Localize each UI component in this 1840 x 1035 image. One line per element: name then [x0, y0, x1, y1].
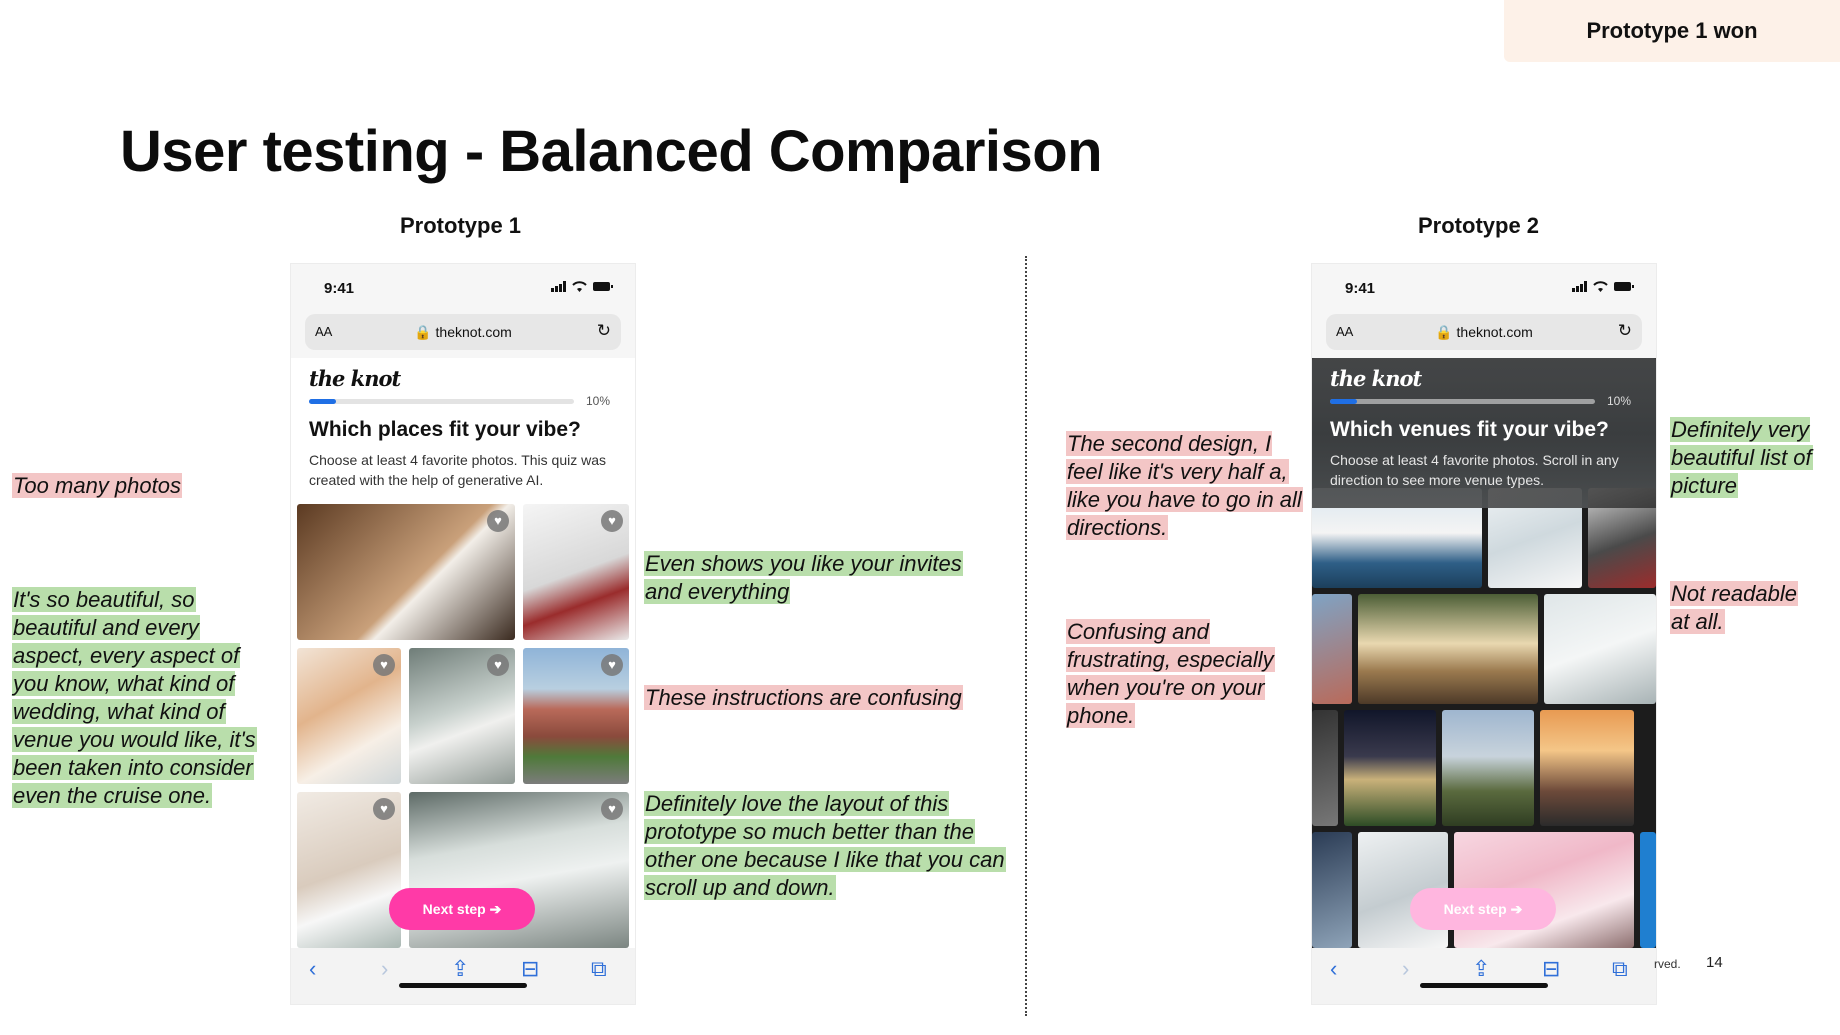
status-time: 9:41: [1345, 280, 1376, 297]
lock-icon: 🔒: [414, 324, 432, 340]
center-divider: [1025, 256, 1027, 1016]
quote-text: It's so beautiful, so beautiful and every aspect, every aspect of you know, what kind of wedding, what kind of venue you would like, it's been taken into consider even the cruise one.: [13, 587, 256, 808]
prototype-1-phone: [290, 263, 636, 1005]
venue-photo[interactable]: [1358, 594, 1538, 704]
footer-rights: rved.: [1654, 957, 1681, 971]
prototype-2-phone: [1311, 263, 1657, 1005]
quote-text: Not readable at all.: [1671, 581, 1797, 634]
venue-photo[interactable]: [297, 504, 515, 640]
the-knot-logo: the knot: [1330, 366, 1422, 391]
heart-icon[interactable]: ♥: [373, 654, 395, 676]
bookmarks-icon[interactable]: ⊟: [521, 956, 540, 981]
tabs-icon[interactable]: ⧉: [1612, 956, 1628, 981]
quote-confusing-frustrating: [1066, 618, 1302, 730]
bookmarks-icon[interactable]: ⊟: [1542, 956, 1561, 981]
quote-too-many-photos: [12, 472, 252, 500]
venue-photo[interactable]: [1312, 710, 1338, 826]
status-time: 9:41: [324, 280, 355, 297]
page-number: 14: [1706, 954, 1723, 971]
heart-icon[interactable]: ♥: [373, 798, 395, 820]
venue-photo[interactable]: [1344, 710, 1436, 826]
venue-photo[interactable]: [1442, 710, 1534, 826]
progress-fill: [1330, 399, 1357, 404]
venue-photo[interactable]: [523, 648, 629, 784]
next-step-button[interactable]: Next step ➔: [1410, 888, 1556, 930]
quote-love-layout: [644, 790, 1006, 902]
quote-not-readable: [1670, 580, 1820, 636]
quiz-progress-bar: [309, 399, 574, 404]
quiz-question: Which venues fit your vibe?: [1330, 418, 1609, 441]
url-label: theknot.com: [435, 324, 512, 340]
venue-photo[interactable]: [1640, 832, 1656, 948]
venue-photo[interactable]: [297, 792, 401, 948]
status-bar: [1312, 264, 1656, 314]
next-step-button[interactable]: Next step ➔: [389, 888, 535, 930]
browser-toolbar: [291, 948, 635, 1004]
venue-photo[interactable]: [1540, 710, 1634, 826]
quote-text: The second design, I feel like it's very half a, like you have to go in all directions.: [1067, 431, 1302, 540]
quote-second-design: [1066, 430, 1302, 542]
text-size-button[interactable]: AA: [315, 324, 333, 339]
venue-photo[interactable]: [409, 648, 515, 784]
back-icon[interactable]: ‹: [309, 956, 317, 981]
the-knot-logo: the knot: [309, 366, 401, 391]
share-icon[interactable]: ⇪: [1472, 956, 1491, 981]
status-icons: [551, 280, 613, 295]
quote-text: These instructions are confusing: [645, 685, 962, 710]
status-icons: [1572, 280, 1634, 295]
quiz-instructions: Choose at least 4 favorite photos. Scroll in any direction to see more venue types.: [1330, 452, 1619, 488]
heart-icon[interactable]: ♥: [601, 654, 623, 676]
quote-text: Definitely love the layout of this prototype so much better than the other one because I like that you can scroll up and down.: [645, 791, 1005, 900]
back-icon[interactable]: ‹: [1330, 956, 1338, 981]
battery-icon: [1614, 281, 1634, 292]
quote-so-beautiful: [12, 586, 274, 810]
reload-icon[interactable]: ↻: [596, 321, 611, 340]
venue-photo[interactable]: [523, 504, 629, 640]
venue-photo[interactable]: [1544, 594, 1656, 704]
venue-photo[interactable]: [1312, 594, 1352, 704]
heart-icon[interactable]: ♥: [601, 510, 623, 532]
page-content: [1312, 358, 1656, 948]
forward-icon[interactable]: ›: [381, 956, 389, 981]
forward-icon[interactable]: ›: [1402, 956, 1410, 981]
prototype-2-label: Prototype 2: [1418, 213, 1540, 238]
quote-text: Confusing and frustrating, especially when you're on your phone.: [1067, 619, 1274, 728]
battery-icon: [593, 281, 613, 292]
wifi-icon: [1593, 281, 1608, 292]
share-icon[interactable]: ⇪: [451, 956, 470, 981]
lock-icon: 🔒: [1435, 324, 1453, 340]
venue-photo[interactable]: [297, 648, 401, 784]
venue-photo[interactable]: [1312, 832, 1352, 948]
result-badge: Prototype 1 won: [1504, 0, 1840, 62]
quiz-question: Which places fit your vibe?: [309, 418, 581, 441]
progress-fill: [309, 399, 336, 404]
progress-percent: 10%: [1607, 394, 1632, 408]
browser-toolbar: [1312, 948, 1656, 1004]
tabs-icon[interactable]: ⧉: [591, 956, 607, 981]
signal-icon: [551, 281, 567, 292]
quiz-header-overlay: [1312, 358, 1656, 508]
heart-icon[interactable]: ♥: [487, 654, 509, 676]
prototype-1-label: Prototype 1: [400, 213, 522, 238]
reload-icon[interactable]: ↻: [1617, 321, 1632, 340]
url-label: theknot.com: [1456, 324, 1533, 340]
url-text: [1326, 324, 1642, 341]
slide-title: User testing - Balanced Comparison: [120, 119, 1103, 184]
page-content: [291, 358, 635, 948]
url-bar[interactable]: [305, 314, 621, 350]
wifi-icon: [572, 281, 587, 292]
home-indicator: [1420, 983, 1548, 988]
home-indicator: [399, 983, 527, 988]
quote-instructions-confusing: [644, 684, 1004, 712]
quote-text: Definitely very beautiful list of picture: [1671, 417, 1812, 498]
status-bar: [291, 264, 635, 314]
quote-text: Too many photos: [13, 473, 181, 498]
quote-beautiful-list: [1670, 416, 1836, 500]
heart-icon[interactable]: ♥: [487, 510, 509, 532]
quote-invites: [644, 550, 984, 606]
url-bar[interactable]: [1326, 314, 1642, 350]
text-size-button[interactable]: AA: [1336, 324, 1354, 339]
quote-text: Even shows you like your invites and everything: [645, 551, 962, 604]
quiz-progress-bar: [1330, 399, 1595, 404]
url-text: [305, 324, 621, 341]
progress-percent: 10%: [586, 394, 611, 408]
quiz-instructions: Choose at least 4 favorite photos. This quiz was created with the help of generative AI.: [309, 452, 607, 488]
signal-icon: [1572, 281, 1588, 292]
heart-icon[interactable]: ♥: [601, 798, 623, 820]
